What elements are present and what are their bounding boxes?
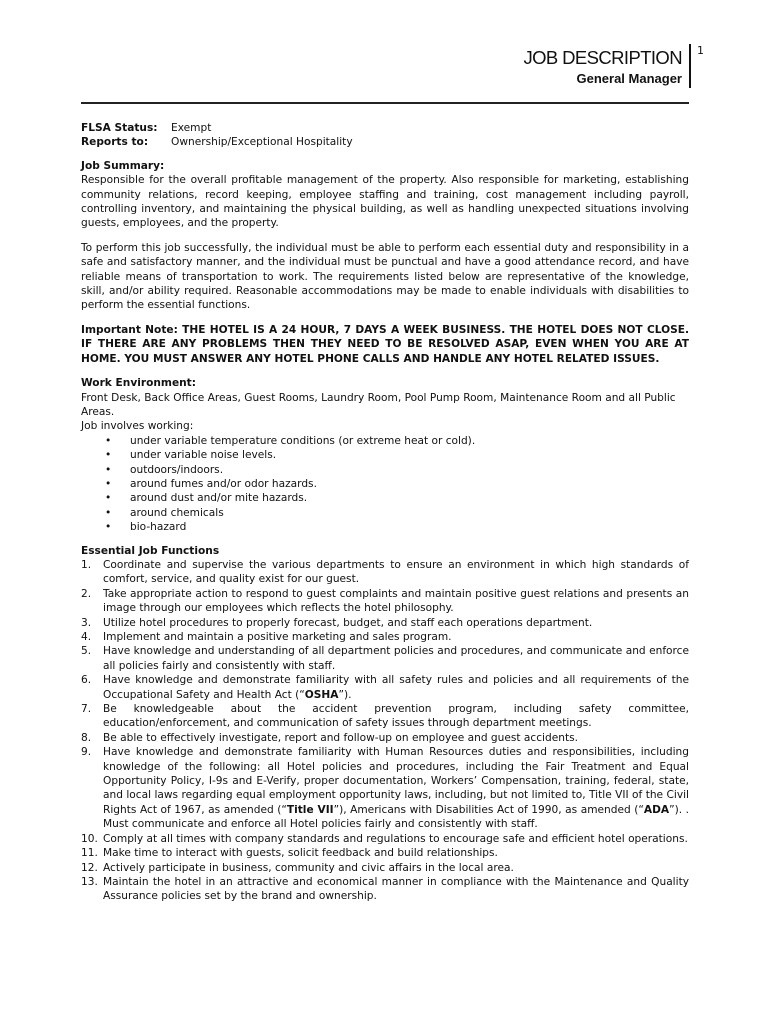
- work-environment-heading: Work Environment:: [81, 377, 196, 390]
- document-subtitle: General Manager: [576, 71, 682, 86]
- title-vii-term: Title VII: [286, 803, 334, 816]
- list-item: 12. Actively participate in business, community and civic affairs in the local area.: [81, 861, 514, 874]
- reports-label: Reports to:: [81, 136, 149, 149]
- list-item: • around fumes and/or odor hazards.: [105, 477, 689, 491]
- list-item: 3. Utilize hotel procedures to properly forecast, budget, and staff each operations department.: [81, 616, 593, 629]
- list-item: • bio-hazard: [105, 520, 689, 534]
- list-item: 4. Implement and maintain a positive marketing and sales program.: [81, 631, 452, 643]
- document-body: [81, 121, 689, 904]
- list-item: 2. Take appropriate action to respond to guest complaints and maintain positive guest relations and presents an image through our employees which reflects the hotel philosophy.: [81, 587, 689, 615]
- list-item: 13. Maintain the hotel in an attractive and economical manner in compliance with the Maintenance and Quality Assurance policies set by the brand and ownership.: [81, 875, 689, 903]
- list-item: 7. Be knowledgeable about the accident prevention program, including safety committee, education/enforcement, and communication of safety issues through department meetings.: [81, 703, 689, 730]
- header-divider: [689, 44, 691, 88]
- flsa-row: [81, 121, 689, 135]
- job-involves-label: Job involves working:: [81, 420, 194, 433]
- list-item: 1. Coordinate and supervise the various departments to ensure an environment in which high standards of comfort, service, and quality exist for our guest.: [81, 558, 689, 586]
- flsa-label: FLSA Status:: [81, 122, 158, 134]
- document-title: JOB DESCRIPTION: [523, 47, 682, 68]
- header-rule: [81, 102, 689, 104]
- requirements-paragraph: To perform this job successfully, the individual must be able to perform each essential duty and responsibility in a safe and satisfactory manner, and the individual must be punctual and have a good attendance record, and have reliable means of transportation to work. The requirements listed below are representative of the knowledge, skill, and/or ability required. Reasonable accommodations may be made to enable individuals with disabilities to perform the essential functions.: [81, 241, 689, 312]
- essential-functions-list: [81, 558, 689, 904]
- list-item: • under variable temperature conditions (or extreme heat or cold).: [105, 434, 689, 448]
- ada-term: ADA: [643, 803, 670, 816]
- list-item: 10. Comply at all times with company standards and regulations to encourage safe and efficient hotel operations.: [81, 832, 688, 845]
- page-number: 1: [697, 44, 704, 57]
- list-item: • around chemicals: [105, 506, 689, 520]
- work-environment-areas: Front Desk, Back Office Areas, Guest Rooms, Laundry Room, Pool Pump Room, Maintenance Room and all Public Areas.: [81, 391, 676, 418]
- list-item: 11. Make time to interact with guests, solicit feedback and build relationships.: [81, 847, 498, 860]
- reports-row: [81, 135, 689, 149]
- essential-functions-heading: Essential Job Functions: [81, 544, 220, 557]
- list-item: • under variable noise levels.: [105, 448, 689, 462]
- list-item: 8. Be able to effectively investigate, report and follow-up on employee and guest accidents.: [81, 731, 578, 744]
- osha-term: OSHA: [304, 688, 339, 701]
- job-summary-paragraph: Responsible for the overall profitable management of the property. Also responsible for marketing, establishing community relations, record keeping, employee staffing and training, cost management including payroll, controlling inventory, and maintaining the physical building, as well as handling unexpected situations involving guests, employees, and the property.: [81, 174, 689, 230]
- list-item: 6. Have knowledge and demonstrate familiarity with all safety rules and policies and all requirements of the Occupational Safety and Health Act (“OSHA”).: [81, 674, 689, 701]
- important-note: Important Note: THE HOTEL IS A 24 HOUR, 7 DAYS A WEEK BUSINESS. THE HOTEL DOES NOT CLOSE. IF THERE ARE ANY PROBLEMS THEN THEY NEED TO BE RESOLVED ASAP, EVEN WHEN YOU ARE AT HOME. YOU MUST ANSWER ANY HOTEL PHONE CALLS AND HANDLE ANY HOTEL RELATED ISSUES.: [81, 323, 689, 365]
- list-item: 9. Have knowledge and demonstrate familiarity with Human Resources duties and responsibilities, including knowledge of the following: all Hotel policies and procedures, including the Fair Treatment and Equal Opportunity Policy, I-9s and E-Verify, proper documentation, Workers’ Compensation, training, federal, state, and local laws regarding equal employment opportunity laws, including, but not limited to, Title VII of the Civil Rights Act of 1967, as amended (“Title VII”), Americans with Disabilities Act of 1990, as amended (“ADA”). . Must communicate and enforce all Hotel policies fairly and consistently with staff.: [81, 746, 689, 831]
- work-conditions-list: [81, 434, 689, 535]
- reports-value: Ownership/Exceptional Hospitality: [171, 136, 353, 149]
- job-summary-heading: Job Summary:: [81, 159, 165, 172]
- list-item: 5. Have knowledge and understanding of all department policies and procedures, and communicate and enforce all policies fairly and consistently with staff.: [81, 645, 689, 672]
- flsa-value: Exempt: [171, 122, 212, 134]
- list-item: • around dust and/or mite hazards.: [105, 491, 689, 505]
- list-item: • outdoors/indoors.: [105, 463, 689, 477]
